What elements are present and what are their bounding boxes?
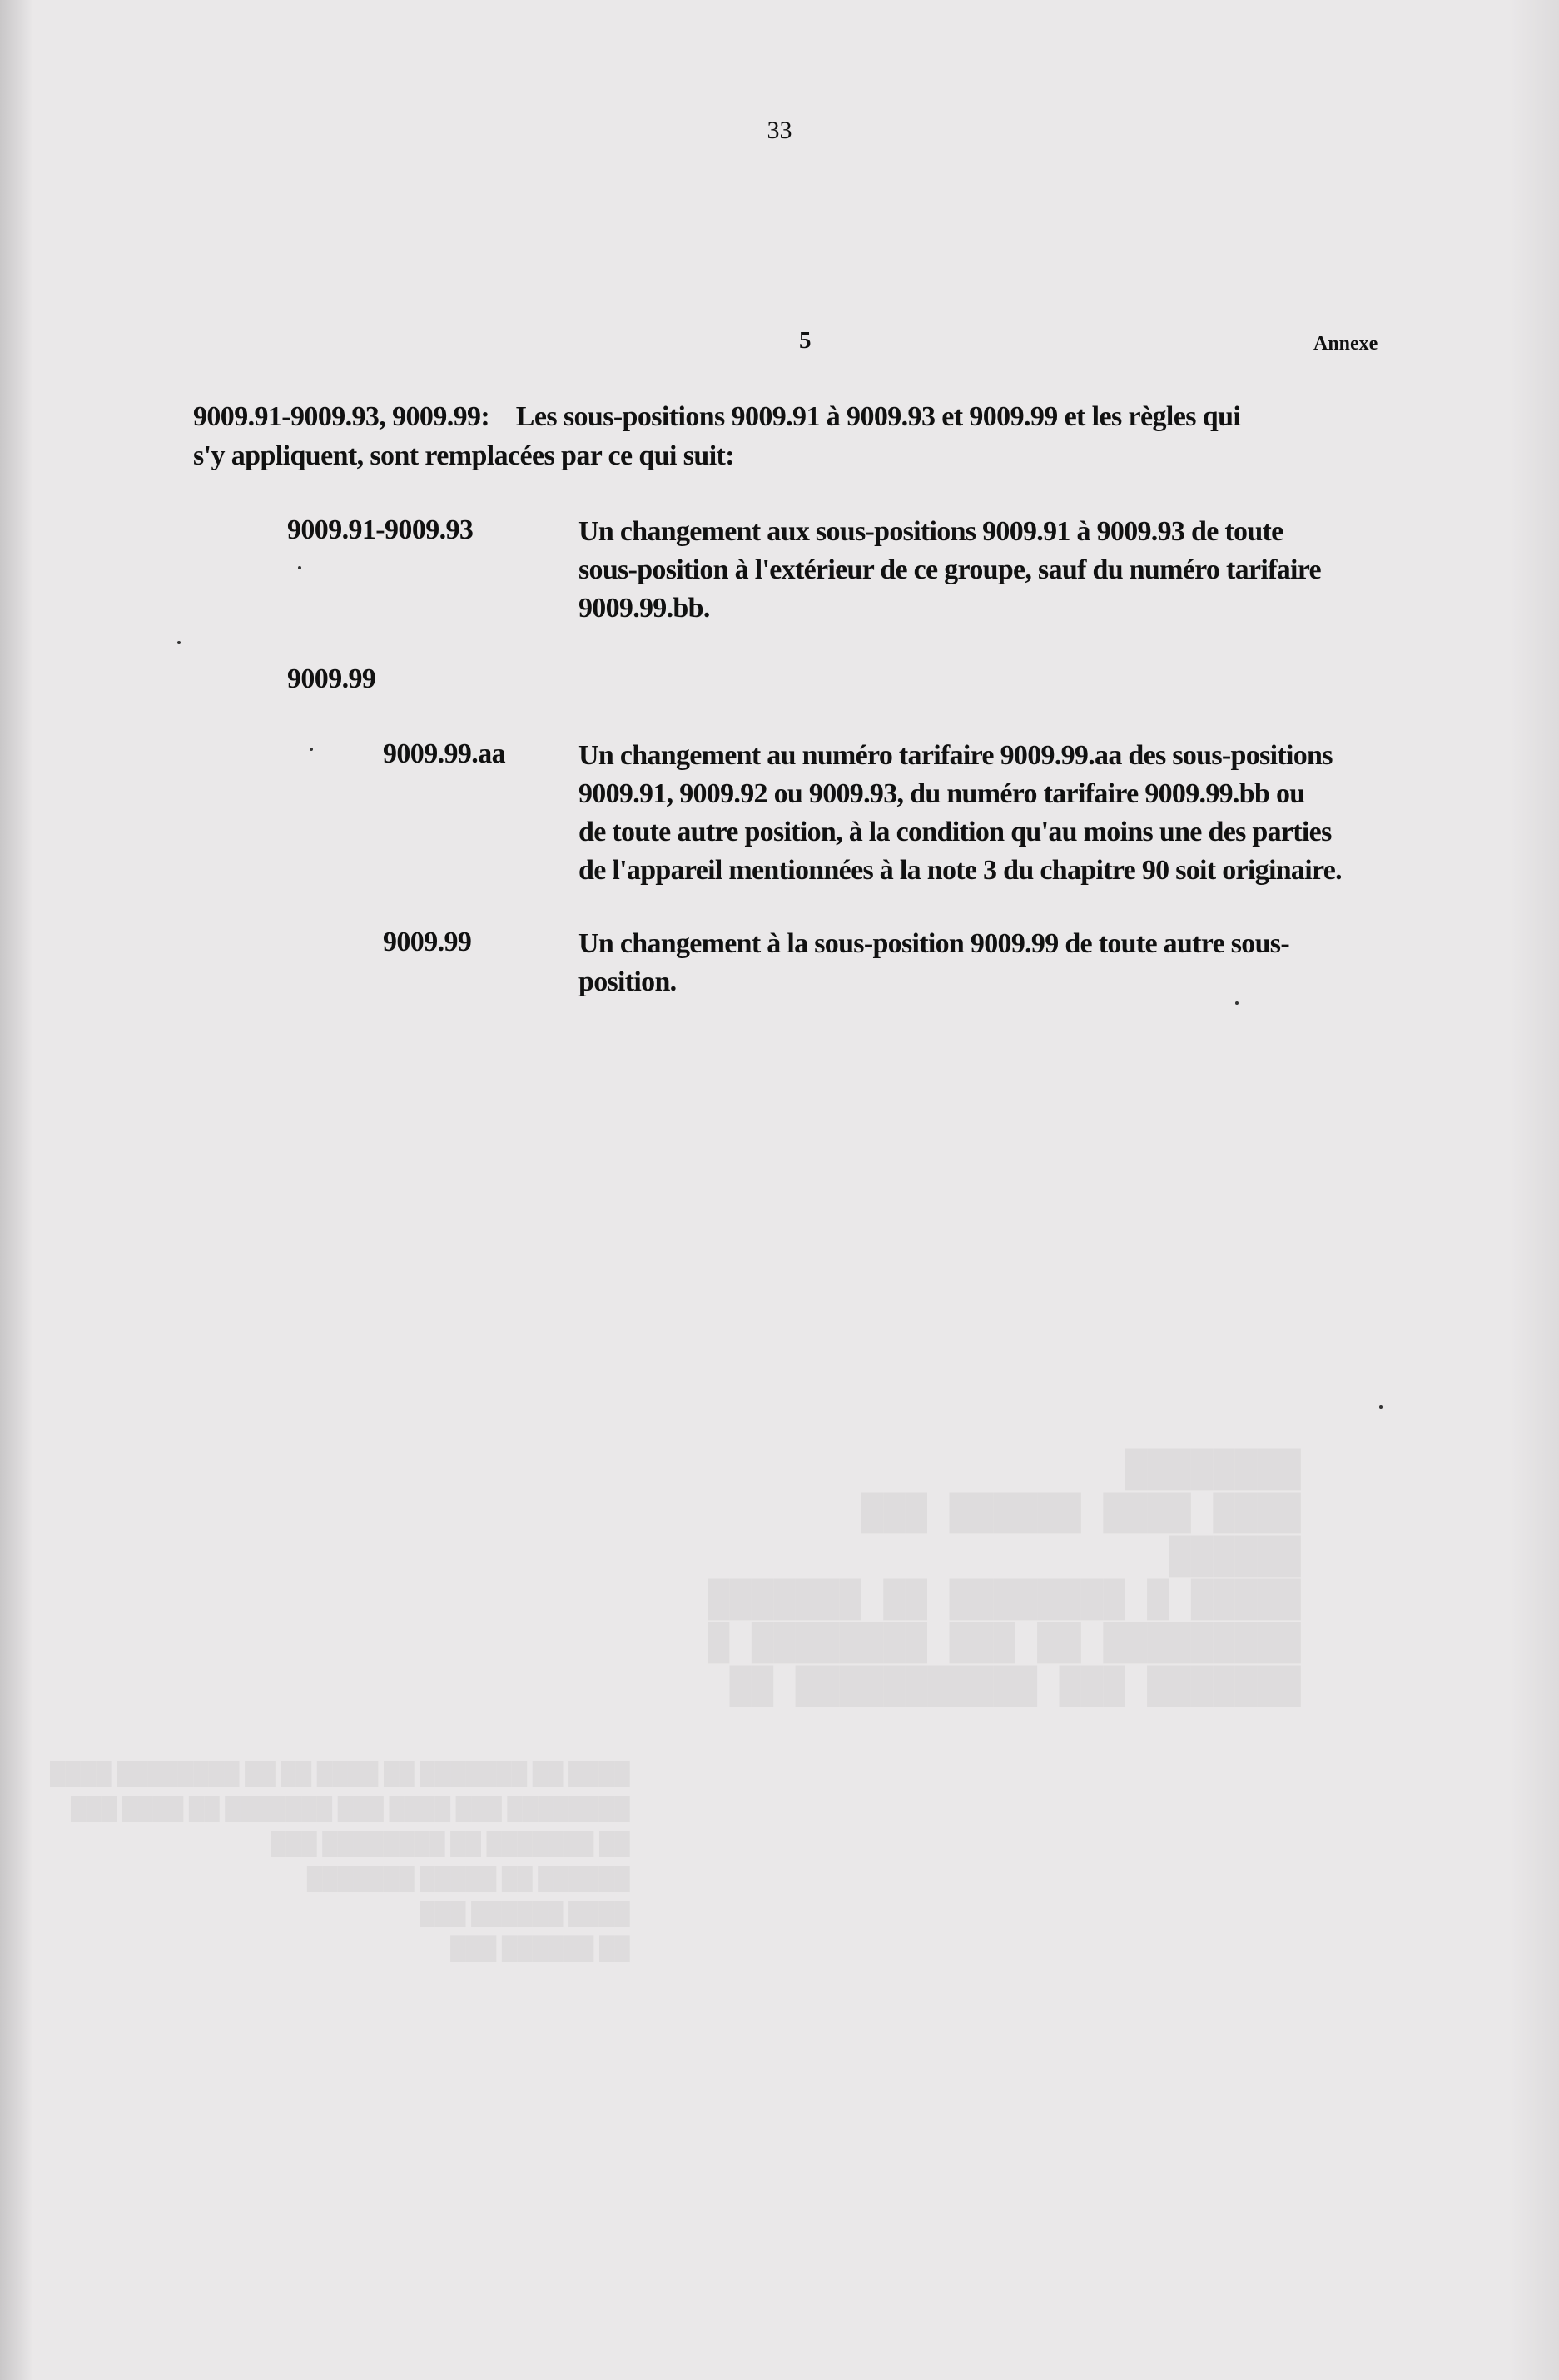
rule-line: sous-position à l'extérieur de ce groupe, sauf du numéro tarifaire	[578, 554, 1321, 585]
scan-right-shadow	[1509, 0, 1559, 2380]
rule-line: 9009.91, 9009.92 ou 9009.93, du numéro tarifaire 9009.99.bb ou	[578, 778, 1305, 809]
scan-speck	[298, 566, 301, 569]
scan-speck	[177, 641, 181, 644]
rule-line: Un changement à la sous-position 9009.99 de toute autre sous-	[578, 928, 1289, 959]
scan-speck	[1235, 1001, 1239, 1005]
rule-code: 9009.99	[287, 663, 376, 694]
rule-code: 9009.99	[383, 927, 472, 957]
rule-code: 9009.99.aa	[383, 738, 506, 769]
intro-paragraph	[193, 397, 1425, 475]
rule-line: 9009.99.bb.	[578, 593, 710, 624]
intro-line2: s'y appliquent, sont remplacées par ce qui suit:	[193, 440, 735, 471]
rule-text	[578, 925, 1289, 1001]
intro-heading: 9009.91-9009.93, 9009.99:	[193, 401, 490, 432]
scan-speck	[310, 748, 313, 751]
rule-text	[578, 513, 1321, 628]
bleed-through-block-left: ████ ██ ███████ ██ ████ ██ ██ ████████ ████ ████████ ███ ████ ███ ███████ ██ ████ ███ ██ ███████ ██ ████████ ███ ██████ ██ █████ ███████ ████ ██████ ███ ██ ██████ ███	[50, 1761, 630, 1960]
intro-line1: Les sous-positions 9009.91 à 9009.93 et 9009.99 et les règles qui	[515, 401, 1241, 432]
bleed-through-block-right: ████████ ████ ████ ██████ ███ ██████ █████ █ ████████ ██ ███████ █████████ ██ ███ ████████ █ ███████ ███ ███████████ ██	[708, 1449, 1301, 1707]
rule-text	[578, 737, 1342, 890]
rule-line: de toute autre position, à la condition qu'au moins une des parties	[578, 817, 1332, 847]
rule-line: Un changement aux sous-positions 9009.91 à 9009.93 de toute	[578, 516, 1283, 547]
rule-code: 9009.91-9009.93	[287, 514, 474, 545]
annex-label: Annexe	[1313, 333, 1378, 355]
rule-line: Un changement au numéro tarifaire 9009.99.aa des sous-positions	[578, 740, 1333, 771]
reference-number: 5	[799, 327, 812, 354]
rule-line: de l'appareil mentionnées à la note 3 du chapitre 90 soit originaire.	[578, 855, 1342, 886]
scan-left-shadow	[0, 0, 33, 2380]
scan-speck	[1379, 1405, 1383, 1409]
page-number: 33	[767, 117, 792, 144]
rule-line: position.	[578, 966, 677, 997]
